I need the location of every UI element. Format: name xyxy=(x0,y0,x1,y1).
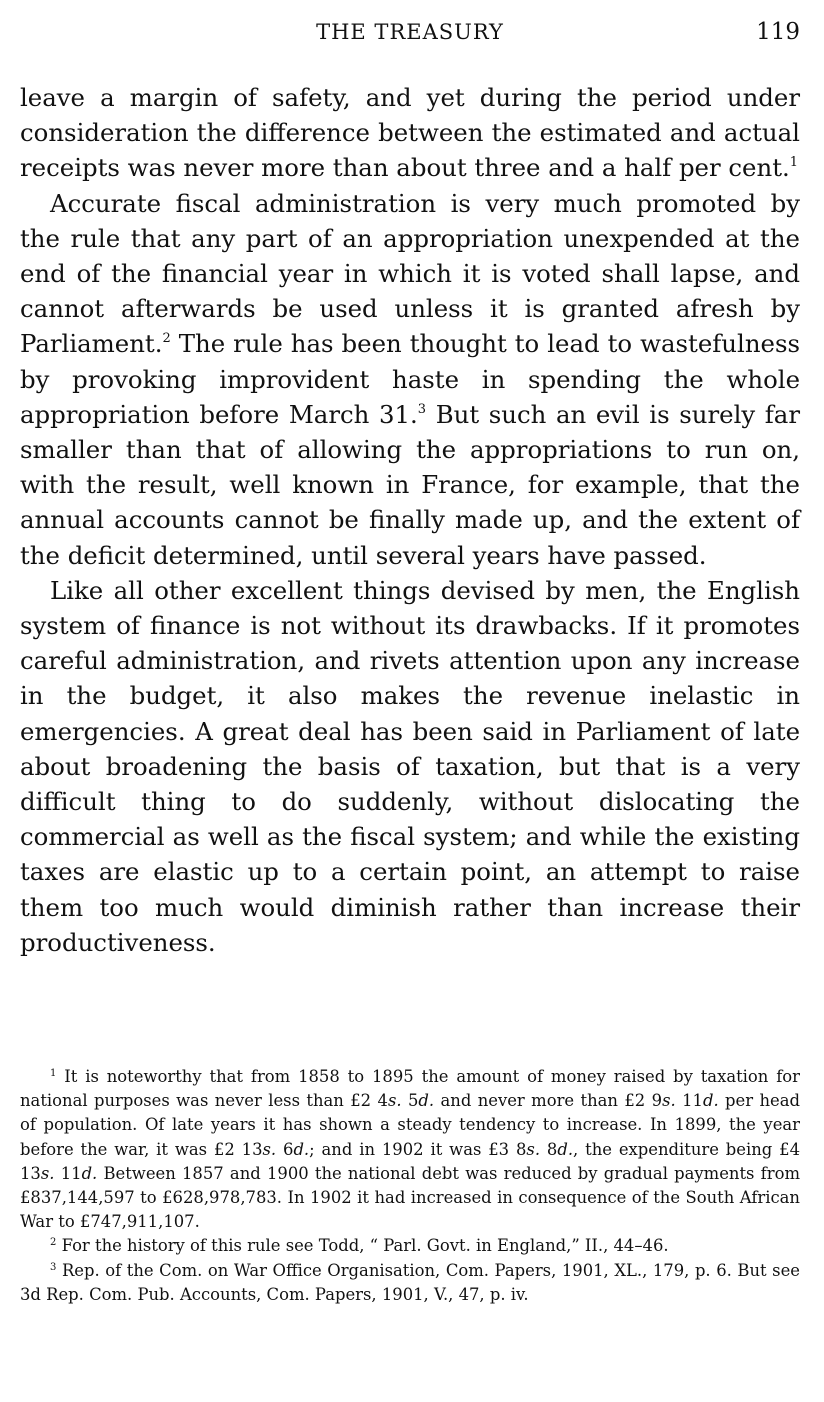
paragraph-3 xyxy=(20,573,800,960)
footnote-1-text: It is noteworthy that from 1858 to 1895 the amount of money raised by taxation for national purposes was never less than £2 4 xyxy=(20,1067,800,1111)
footnote-1-italic: s. xyxy=(40,1163,55,1183)
book-page xyxy=(20,0,800,1402)
footnote-1-text: 11 xyxy=(54,1163,82,1183)
footnote-3-text: Rep. of the Com. on War Office Organisation, Com. Papers, 1901, XL., 179, p. 6. But see 3d Rep. Com. Pub. Accounts, Com. Papers, 1901, V., 47, p. iv. xyxy=(20,1260,800,1304)
footnote-1-italic: d. xyxy=(557,1139,574,1159)
footnote-1 xyxy=(20,1065,800,1234)
footnote-3 xyxy=(20,1259,800,1307)
footnote-1-italic: d. xyxy=(81,1163,98,1183)
footnote-1-marker: 1 xyxy=(50,1068,57,1079)
footnote-1-text: , the expenditure being £4 13 xyxy=(20,1139,800,1183)
paragraph-2 xyxy=(20,186,800,573)
running-header xyxy=(20,16,800,48)
footnote-ref-1: 1 xyxy=(789,155,799,171)
footnote-1-text: and never more than £2 9 xyxy=(434,1091,663,1111)
footnote-1-text: 11 xyxy=(675,1091,703,1111)
footnote-2 xyxy=(20,1234,800,1258)
body-text xyxy=(20,80,800,960)
paragraph-2-text-b: The rule has been thought to lead to wastefulness by provoking improvident haste in spending the whole appropriation before March 31. xyxy=(20,329,800,429)
paragraph-3-text: Like all other excellent things devised by men, the English system of finance is not without its drawbacks. If it promotes careful administration, and rivets attention upon any increase in the budget, it also makes the revenue inelastic in emergencies. A great deal has been said in Parliament of late about broadening the basis of taxation, but that is a very difficult thing to do suddenly, without dislocating the commercial as well as the fiscal system; and while the existing taxes are elastic up to a certain point, an attempt to raise them too much would diminish rather than increase their productiveness. xyxy=(20,575,800,957)
footnote-1-text: ; and in 1902 it was £3 8 xyxy=(309,1139,527,1159)
paragraph-2-text-c: But such an evil is surely far smaller than that of allowing the appropriations to run on, with the result, well known in France, for example, that the annual accounts cannot be finally made up, and the extent of the deficit determined, until several years have passed. xyxy=(20,399,801,570)
footnote-1-text: 5 xyxy=(401,1091,419,1111)
footnote-1-text: per head of population. Of late years it has shown a steady tendency to increase. In 1899, the year before the war, it was £2 13 xyxy=(20,1091,800,1159)
footnote-1-italic: s. xyxy=(262,1139,277,1159)
footnotes xyxy=(20,1065,800,1307)
footnote-1-text: 6 xyxy=(276,1139,294,1159)
running-title: THE TREASURY xyxy=(316,20,504,44)
footnote-1-italic: s. xyxy=(387,1091,402,1111)
footnote-3-marker: 3 xyxy=(50,1261,57,1273)
paragraph-1-text: leave a margin of safety, and yet during the period under consideration the difference between the estimated and actual receipts was never more than about three and a half per cent. xyxy=(20,83,800,183)
footnote-1-text: 8 xyxy=(540,1139,558,1159)
footnote-1-italic: s. xyxy=(526,1139,541,1159)
footnote-1-italic: s. xyxy=(662,1091,676,1111)
footnote-ref-3: 3 xyxy=(417,401,427,417)
footnote-1-italic: d. xyxy=(418,1091,435,1111)
paragraph-1 xyxy=(20,80,800,186)
footnote-2-text: For the history of this rule see Todd, “ Parl. Govt. in England,” II., 44–46. xyxy=(61,1236,669,1256)
paragraph-2-text-a: Accurate fiscal administration is very much promoted by the rule that any part of an appropriation unexpended at the end of the financial year in which it is voted shall lapse, and cannot afterwards be used unless it is granted afresh by Parliament. xyxy=(20,188,800,359)
page-number: 119 xyxy=(756,19,800,45)
footnote-1-italic: d. xyxy=(293,1139,310,1159)
footnote-ref-2: 2 xyxy=(162,331,171,347)
footnote-1-text: Between 1857 and 1900 the national debt was reduced by gradual payments from £837,144,597 to £628,978,783. In 1902 it had increased in consequence of the South African War to £747,911,107. xyxy=(20,1163,800,1232)
footnote-2-marker: 2 xyxy=(50,1237,57,1249)
footnote-1-italic: d. xyxy=(702,1091,719,1111)
